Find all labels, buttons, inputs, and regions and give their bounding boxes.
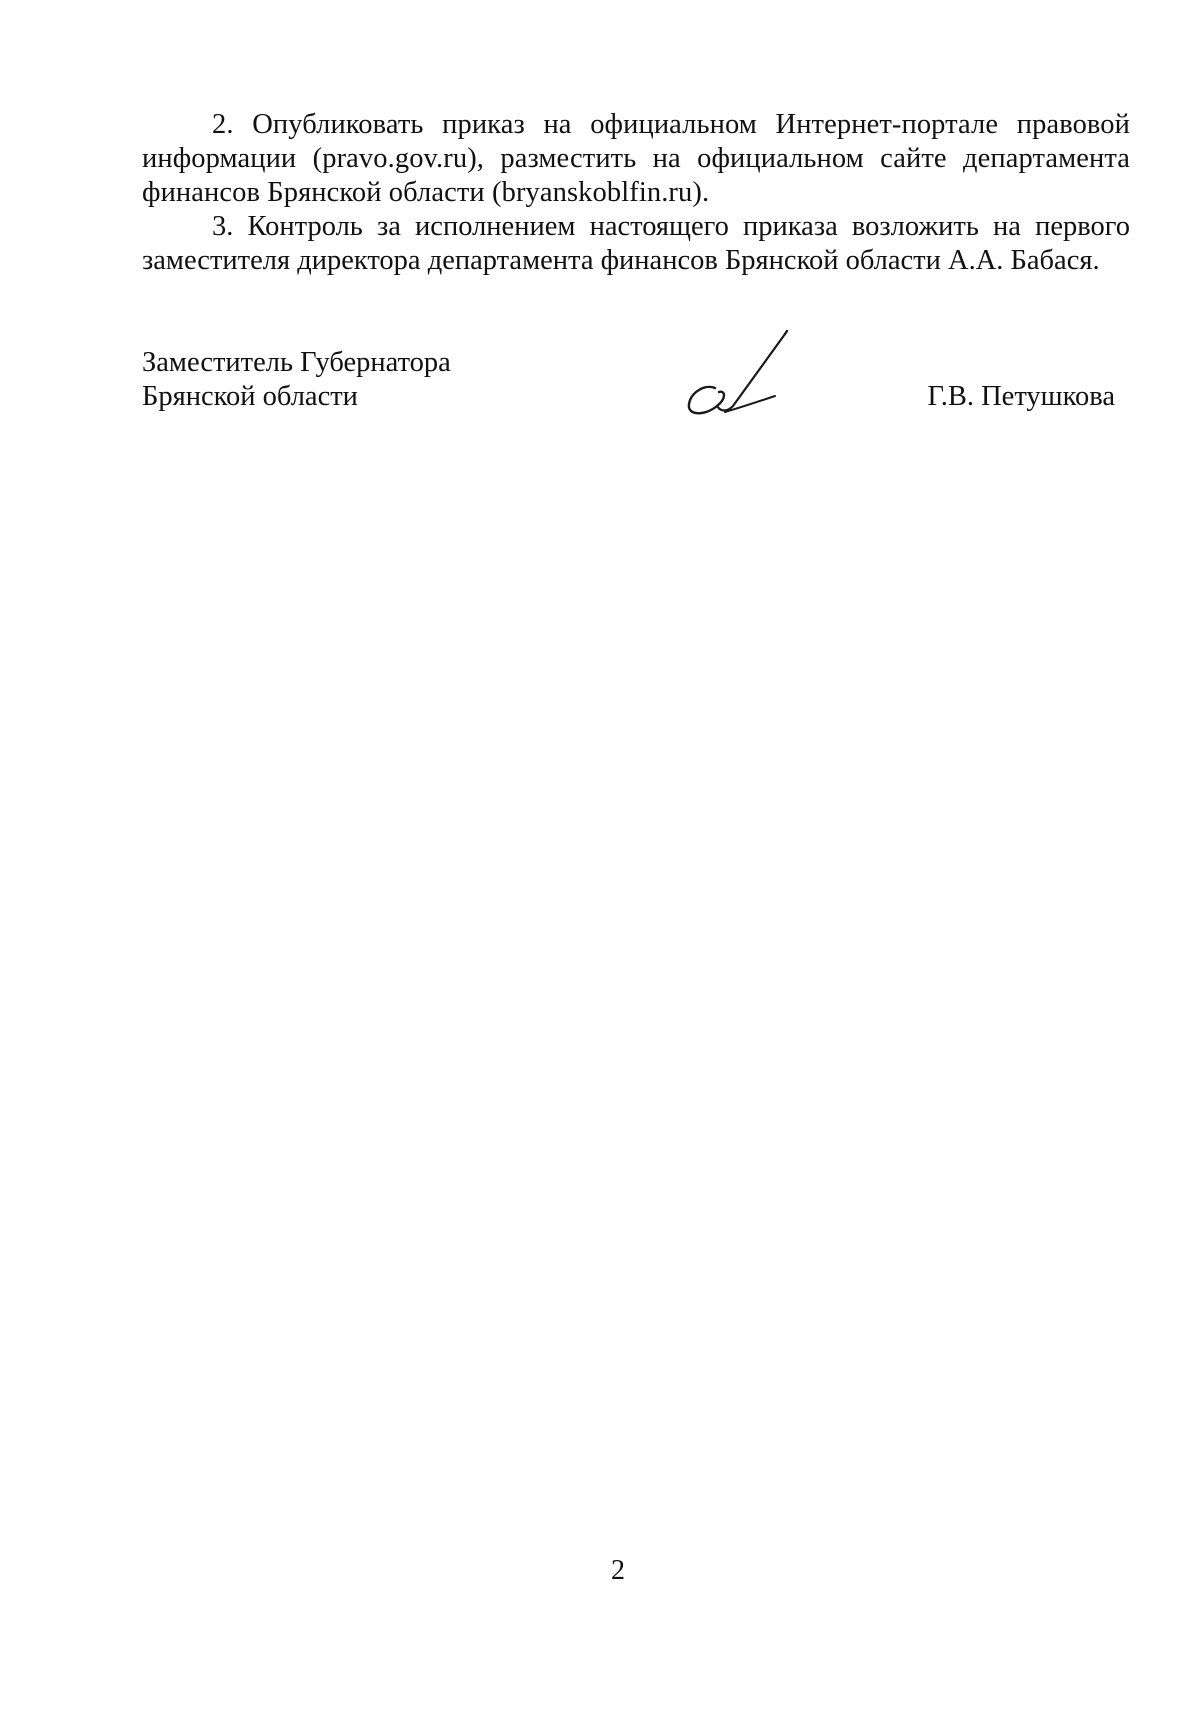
paragraph-item-3: 3. Контроль за исполнением настоящего приказа возложить на первого заместителя директора департамента финансов Брянской области А.А. Бабася. [142,211,1130,276]
document-body [142,108,1130,278]
paragraph-item-2: 2. Опубликовать приказ на официальном Интернет-портале правовой информации (pravo.gov.ru), разместить на официальном сайте департамента финансов Брянской области (bryanskoblfin.ru). [142,109,1130,208]
signer-position [142,346,451,414]
signer-name: Г.В. Петушкова [927,381,1115,412]
signer-position-line-1: Заместитель Губернатора [142,347,451,378]
handwritten-signature [677,326,807,421]
signer-position-line-2: Брянской области [142,381,358,412]
signature-block [142,346,1130,416]
page-number: 2 [611,1555,625,1586]
